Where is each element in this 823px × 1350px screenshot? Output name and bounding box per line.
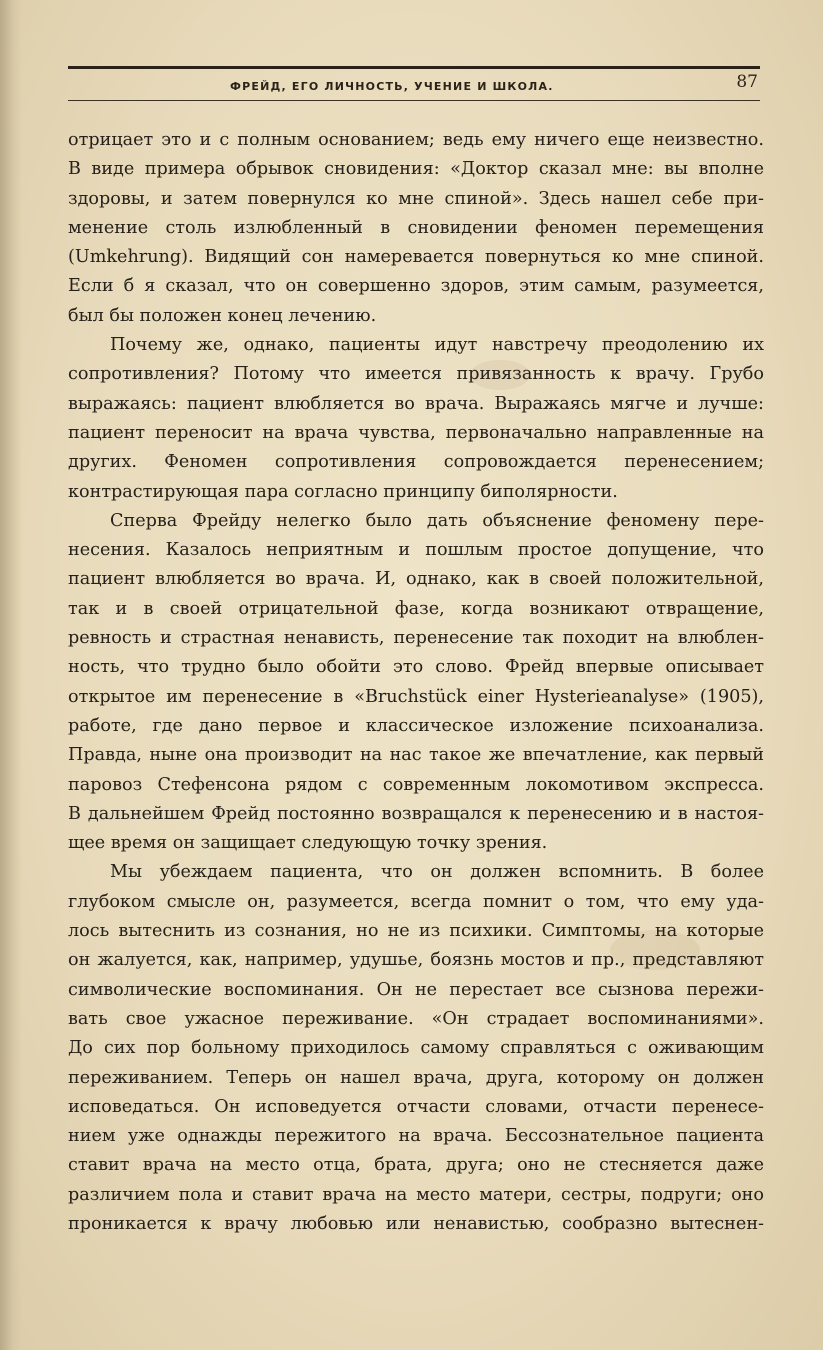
header-rule-bottom [68,100,760,101]
text-line: щее время он защищает следующую точку зрения. [68,833,548,854]
text-line: открытое им перенесение в «Bruchstück einer Hysterieanalyse» (1905), [68,686,764,707]
text-line: ность, что трудно было обойти это слово. Фрейд впервые описывает [68,657,764,678]
text-line: лось вытеснить из сознания, но не из психики. Симптомы, на которые [68,921,764,942]
text-line: В дальнейшем Фрейд постоянно возвращался к перенесению и в настоя- [68,803,764,824]
text-line: ревность и страстная ненависть, перенесение так походит на влюблен- [68,628,764,649]
text-line: здоровы, и затем повернулся ко мне спиной». Здесь нашел себе при- [68,188,764,209]
text-line: отрицает это и с полным основанием; ведь ему ничего еще неизвестно. [68,130,764,150]
text-line: переживанием. Теперь он нашел врача, друга, которому он должен [68,1067,764,1088]
text-line: пациент переносит на врача чувства, первоначально направленные на [68,422,764,443]
body-text [68,126,764,1239]
text-line: различием пола и ставит врача на место матери, сестры, подруги; оно [68,1184,764,1205]
running-title: ФРЕЙД, ЕГО ЛИЧНОСТЬ, УЧЕНИЕ И ШКОЛА. [230,80,554,93]
text-line: Мы убеждаем пациента, что он должен вспомнить. В более [110,862,764,883]
text-line: (Umkehrung). Видящий сон намеревается повернуться ко мне спиной. [68,247,764,268]
text-line: паровоз Стефенсона рядом с современным локомотивом экспресса. [68,774,764,795]
text-line: До сих пор больному приходилось самому справляться с оживающим [68,1038,764,1059]
text-line: глубоком смысле он, разумеется, всегда помнит о том, что ему уда- [68,891,764,912]
text-line: выражаясь: пациент влюбляется во врача. Выражаясь мягче и лучше: [68,393,764,414]
text-line: символические воспоминания. Он не перестает все сызнова пережи- [68,979,764,1000]
text-line: он жалуется, как, например, удушье, боязнь мостов и пр., представляют [68,950,764,971]
text-line: сопротивления? Потому что имеется привязанность к врачу. Грубо [68,364,764,385]
text-line: нием уже однажды пережитого на врача. Бессознательное пациента [68,1126,764,1147]
page-number: 87 [736,72,758,92]
text-line: Почему же, однако, пациенты идут навстречу преодолению их [110,335,764,356]
text-line: исповедаться. Он исповедуется отчасти словами, отчасти перенесе- [68,1096,764,1117]
page-header [68,66,760,106]
text-line: несения. Казалось неприятным и пошлым простое допущение, что [68,540,764,561]
text-line: ставит врача на место отца, брата, друга; оно не стесняется даже [68,1155,764,1176]
text-line: пациент влюбляется во врача. И, однако, как в своей положительной, [68,569,764,590]
page-gutter-shadow [0,0,22,1350]
text-line: менение столь излюбленный в сновидении феномен перемещения [68,217,764,238]
text-line: был бы положен конец лечению. [68,305,377,326]
text-line: работе, где дано первое и классическое изложение психоанализа. [68,715,764,736]
text-line: контрастирующая пара согласно принципу биполярности. [68,481,618,502]
text-line: Сперва Фрейду нелегко было дать объяснение феномену пере- [110,510,764,531]
text-line: Если б я сказал, что он совершенно здоров, этим самым, разумеется, [68,276,764,297]
text-line: Правда, ныне она производит на нас такое же впечатление, как первый [68,745,764,766]
text-line: других. Феномен сопротивления сопровождается перенесением; [68,452,764,473]
header-rule-top [68,66,760,69]
text-line: проникается к врачу любовью или ненавистью, сообразно вытеснен- [68,1213,764,1234]
text-line: вать свое ужасное переживание. «Он страдает воспоминаниями». [68,1008,764,1029]
text-line: так и в своей отрицательной фазе, когда возникают отвращение, [68,598,764,619]
text-line: В виде примера обрывок сновидения: «Доктор сказал мне: вы вполне [68,159,764,180]
